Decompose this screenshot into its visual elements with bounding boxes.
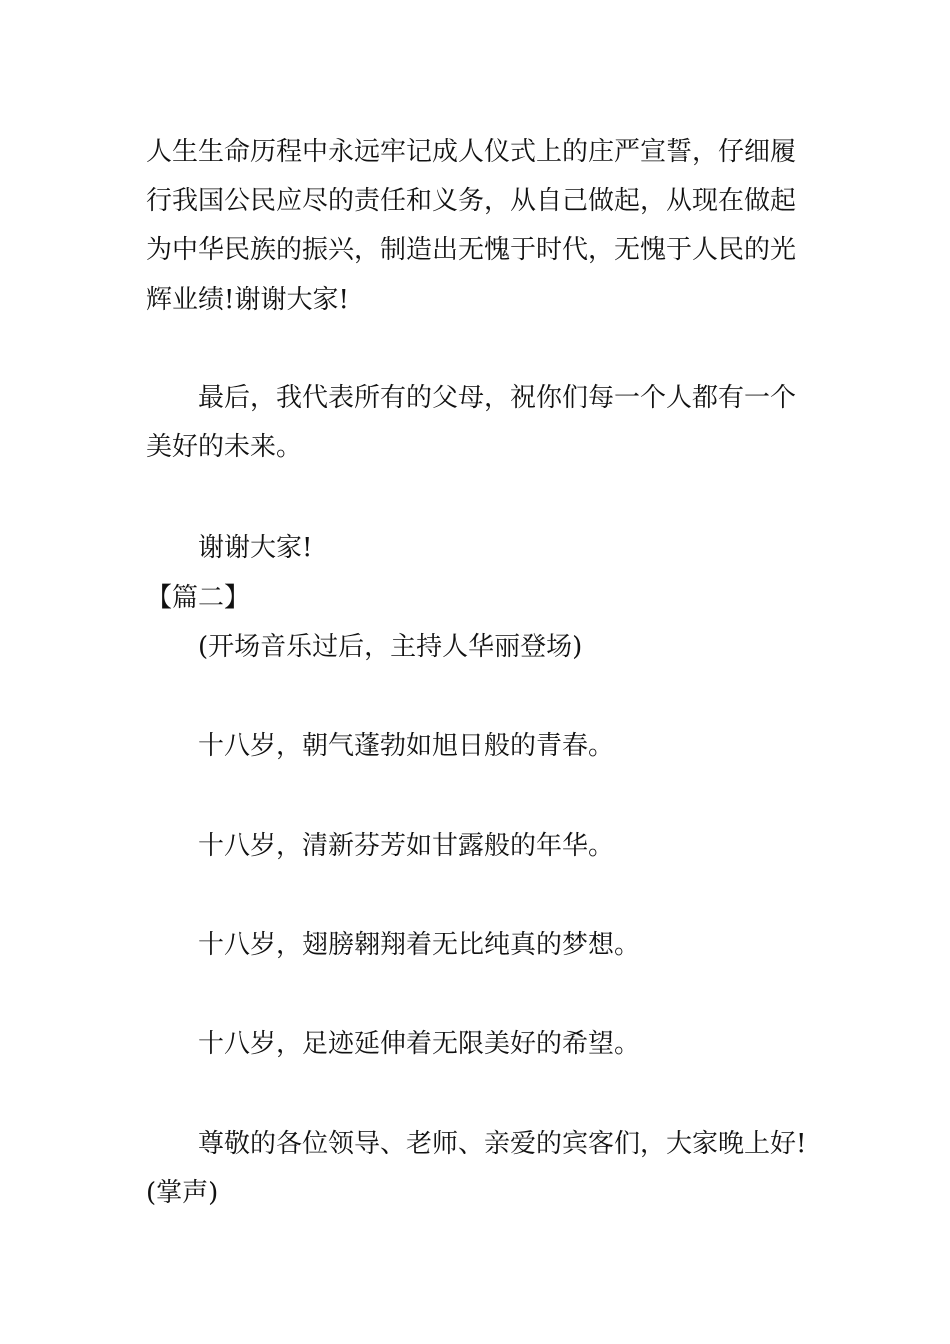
stage-direction: (开场音乐过后，主持人华丽登场)	[198, 632, 583, 662]
verse-line-2: 十八岁，清新芬芳如甘露般的年华。	[198, 831, 615, 861]
paragraph-1-line-2: 行我国公民应尽的责任和义务，从自己做起，从现在做起	[146, 186, 797, 216]
thanks-line: 谢谢大家!	[198, 533, 313, 563]
section-heading: 【篇二】	[146, 583, 251, 613]
paragraph-2-line-1: 最后，我代表所有的父母，祝你们每一个人都有一个	[198, 383, 797, 413]
greeting-line-2: (掌声)	[146, 1178, 219, 1208]
greeting-line-1: 尊敬的各位领导、老师、亲爱的宾客们，大家晚上好!	[198, 1129, 807, 1159]
verse-line-1: 十八岁，朝气蓬勃如旭日般的青春。	[198, 731, 615, 761]
verse-line-3: 十八岁，翅膀翱翔着无比纯真的梦想。	[198, 930, 641, 960]
paragraph-2-line-2: 美好的未来。	[146, 432, 303, 462]
paragraph-1-line-3: 为中华民族的振兴，制造出无愧于时代，无愧于人民的光	[146, 235, 797, 265]
paragraph-1-line-4: 辉业绩!谢谢大家!	[146, 285, 349, 315]
paragraph-1-line-1: 人生生命历程中永远牢记成人仪式上的庄严宣誓，仔细履	[146, 137, 797, 167]
verse-line-4: 十八岁，足迹延伸着无限美好的希望。	[198, 1029, 641, 1059]
